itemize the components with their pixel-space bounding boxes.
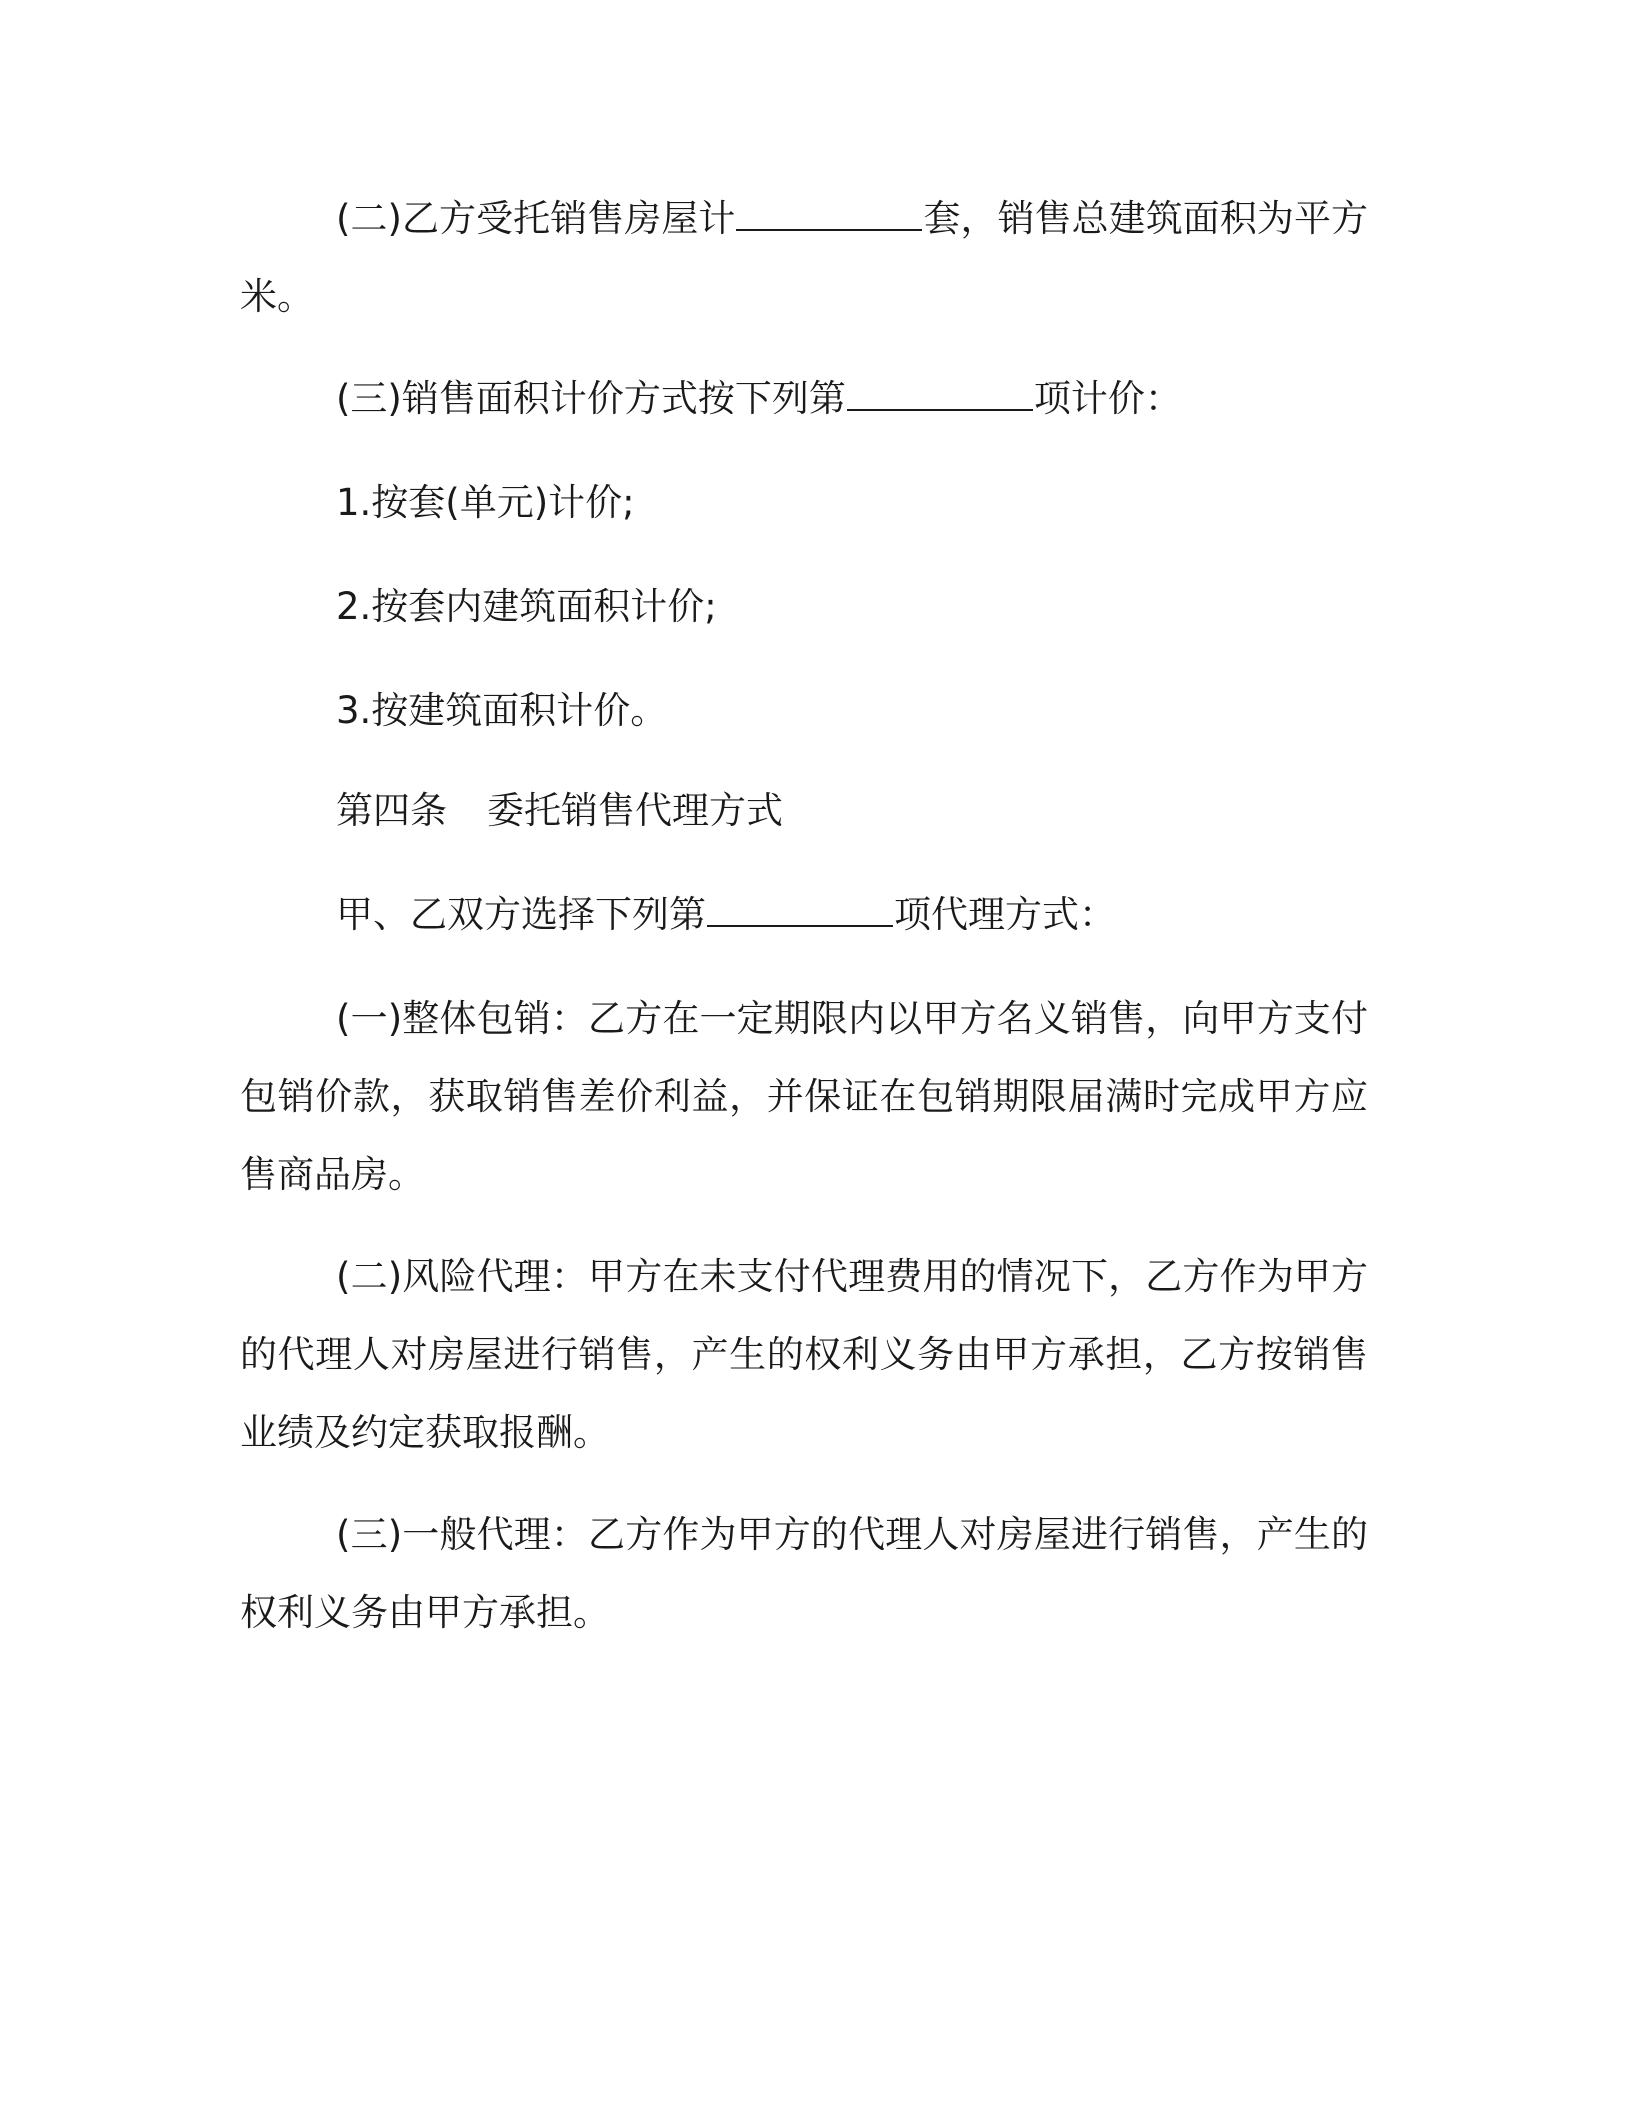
pricing-method-blank[interactable] (847, 379, 1033, 411)
document-page (240, 0, 1368, 2112)
article-heading (240, 772, 1368, 850)
paragraph-general-agency: (三)一般代理：乙方作为甲方的代理人对房屋进行销售，产生的权利义务由甲方承担。 (240, 1513, 1368, 1634)
list-item-pricing-3: 3.按建筑面积计价。 (336, 689, 668, 732)
agency-choice-text-before: 甲、乙双方选择下列第 (336, 893, 706, 936)
house-count-text-before: (二)乙方受托销售房屋计 (336, 197, 736, 240)
paragraph-risk-agency: (二)风险代理：甲方在未支付代理费用的情况下，乙方作为甲方的代理人对房屋进行销售，产生的权利义务由甲方承担，乙方按销售业绩及约定获取报酬。 (240, 1255, 1368, 1454)
article-number: 第四条 (336, 789, 447, 832)
house-count-blank[interactable] (736, 199, 922, 231)
pricing-method-text-after: 项计价： (1033, 377, 1182, 420)
agency-choice-text-after: 项代理方式： (894, 893, 1116, 936)
paragraph-pricing-method (240, 360, 1368, 438)
list-item-pricing-2: 2.按套内建筑面积计价; (336, 585, 717, 628)
house-count-text-after: 套，销售总建筑面积为平方米。 (240, 197, 1368, 318)
agency-choice-blank[interactable] (707, 895, 893, 927)
paragraph-house-count (240, 180, 1368, 336)
paragraph-full-package-sale: (一)整体包销：乙方在一定期限内以甲方名义销售，向甲方支付包销价款，获取销售差价利益，并保证在包销期限届满时完成甲方应售商品房。 (240, 997, 1368, 1196)
article-title: 委托销售代理方式 (487, 789, 783, 832)
list-item-pricing-1: 1.按套(单元)计价; (336, 481, 635, 524)
paragraph-agency-choice (240, 876, 1368, 954)
pricing-method-text-before: (三)销售面积计价方式按下列第 (336, 377, 846, 420)
